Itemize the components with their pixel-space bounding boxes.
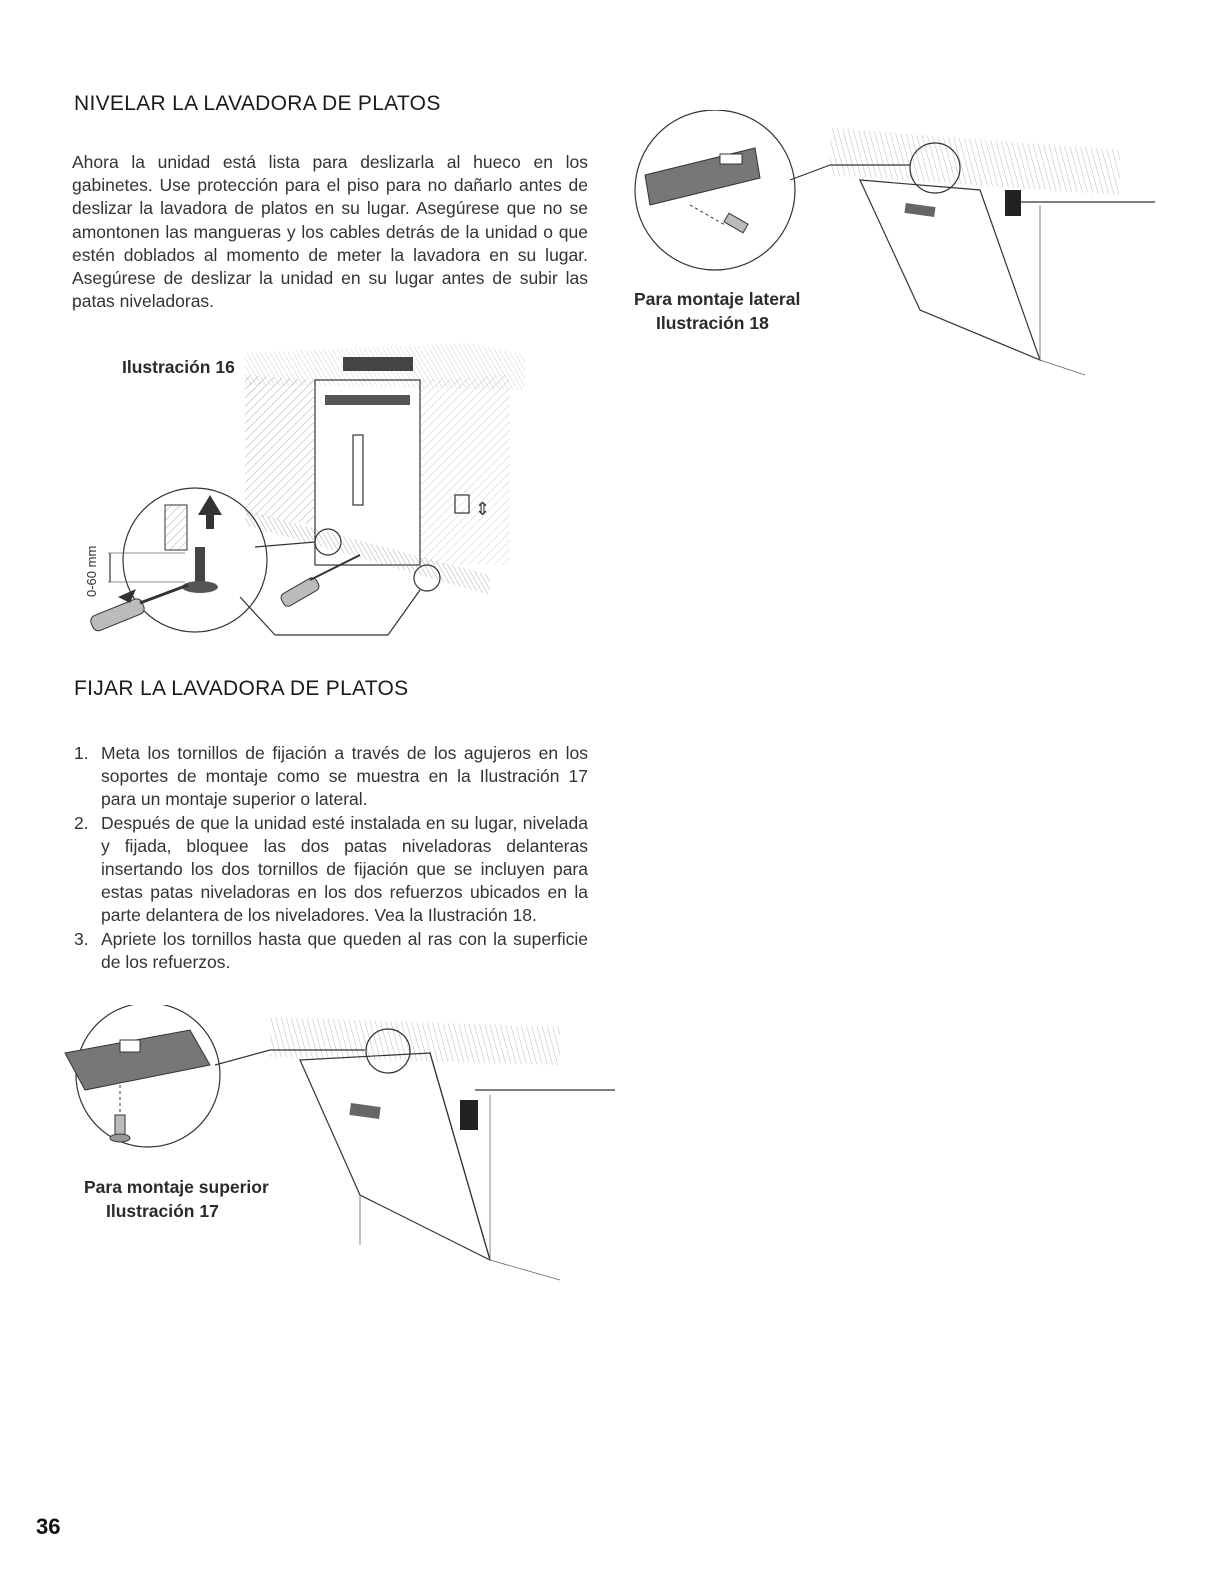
door-handle	[353, 435, 363, 505]
step-text: Después de que la unidad esté instalada en su lugar, nivelada y fijada, bloquee las dos patas niveladoras delanteras insertando los dos tornillos de fijación que se incluyen para estas patas niveladoras en los dos refuerzos ubicados en la parte delantera de los niveladores. Vea la Ilustración 18.	[101, 812, 588, 926]
screwdriver-shaft	[140, 585, 188, 603]
leveling-leg-base	[182, 581, 218, 593]
arrow-up-stem	[206, 515, 214, 529]
section-title-nivelar: NIVELAR LA LAVADORA DE PLATOS	[74, 92, 441, 115]
callout-line-left	[790, 165, 830, 180]
right-cabinet	[420, 375, 510, 565]
countertop-shape	[830, 128, 1120, 195]
up-arrow-icon: ⇕	[475, 499, 491, 520]
list-item	[74, 812, 588, 928]
zoom-bracket	[165, 505, 187, 550]
callout-line-2	[240, 597, 275, 635]
figure-17-caption-line2: Ilustración 17	[106, 1201, 219, 1221]
page-number: 36	[36, 1514, 61, 1539]
figure-16-drawing	[70, 335, 550, 645]
step-number: 3.	[74, 928, 89, 949]
screw	[724, 213, 748, 233]
side-bracket	[1005, 190, 1021, 216]
step-text: Meta los tornillos de fijación a través de los agujeros en los soportes de montaje como se muestra en la Ilustración 17 para un montaje superior o lateral.	[101, 743, 588, 810]
measure-label: 0-60 mm	[84, 545, 99, 597]
figure-18-drawing	[620, 110, 1165, 385]
section-title-fijar: FIJAR LA LAVADORA DE PLATOS	[74, 677, 409, 700]
door-panel	[904, 203, 935, 217]
bracket-hole	[120, 1040, 140, 1052]
list-item	[74, 742, 588, 812]
bracket-hole	[720, 154, 742, 164]
door-edge	[430, 1053, 490, 1260]
door-panel	[325, 395, 410, 405]
section-body-nivelar: Ahora la unidad está lista para deslizarla al hueco en los gabinetes. Use protección para el piso para no dañarlo antes de deslizar la lavadora de platos en su lugar. Asegúrese que no se amontonen las mangueras y los cables detrás de la unidad o que estén doblados al momento de meter la lavadora en su lugar. Asegúrese de deslizar la unidad en su lugar antes de subir las patas niveladoras.	[72, 152, 588, 312]
screwdriver-handle	[89, 597, 146, 632]
screwdriver-2-handle	[279, 576, 321, 608]
step-number: 2.	[74, 812, 89, 833]
arrow-up-icon	[198, 495, 222, 515]
step-number: 1.	[74, 743, 89, 763]
callout-line-4	[388, 590, 420, 635]
screw-guide	[690, 205, 725, 225]
door-panel	[349, 1103, 380, 1119]
figure-18-caption-line1: Para montaje lateral	[634, 289, 801, 309]
steps-list	[74, 742, 588, 974]
side-bracket	[460, 1100, 478, 1130]
mount-bracket	[65, 1030, 210, 1090]
floor-line	[490, 1260, 560, 1280]
screwdriver-2-shaft	[310, 555, 360, 580]
figure-16-caption: Ilustración 16	[122, 355, 239, 379]
screw-head	[110, 1134, 130, 1142]
list-item	[74, 928, 588, 974]
figure-18	[620, 110, 1165, 385]
floor-line	[1040, 360, 1085, 375]
left-cabinet	[245, 375, 315, 525]
countertop-shape	[270, 1017, 560, 1065]
top-vent	[343, 357, 413, 371]
figure-17	[60, 1005, 615, 1290]
figure-17-drawing	[60, 1005, 615, 1290]
callout-line-left	[215, 1050, 270, 1065]
figure-18-caption-line2: Ilustración 18	[656, 313, 769, 333]
step-text: Apriete los tornillos hasta que queden al ras con la superficie de los refuerzos.	[101, 928, 588, 972]
mount-bracket	[645, 148, 760, 205]
figure-17-caption-line1: Para montaje superior	[84, 1177, 269, 1197]
dishwasher-door	[300, 1053, 490, 1260]
callout-line-1	[255, 542, 315, 547]
figure-16	[70, 335, 550, 645]
